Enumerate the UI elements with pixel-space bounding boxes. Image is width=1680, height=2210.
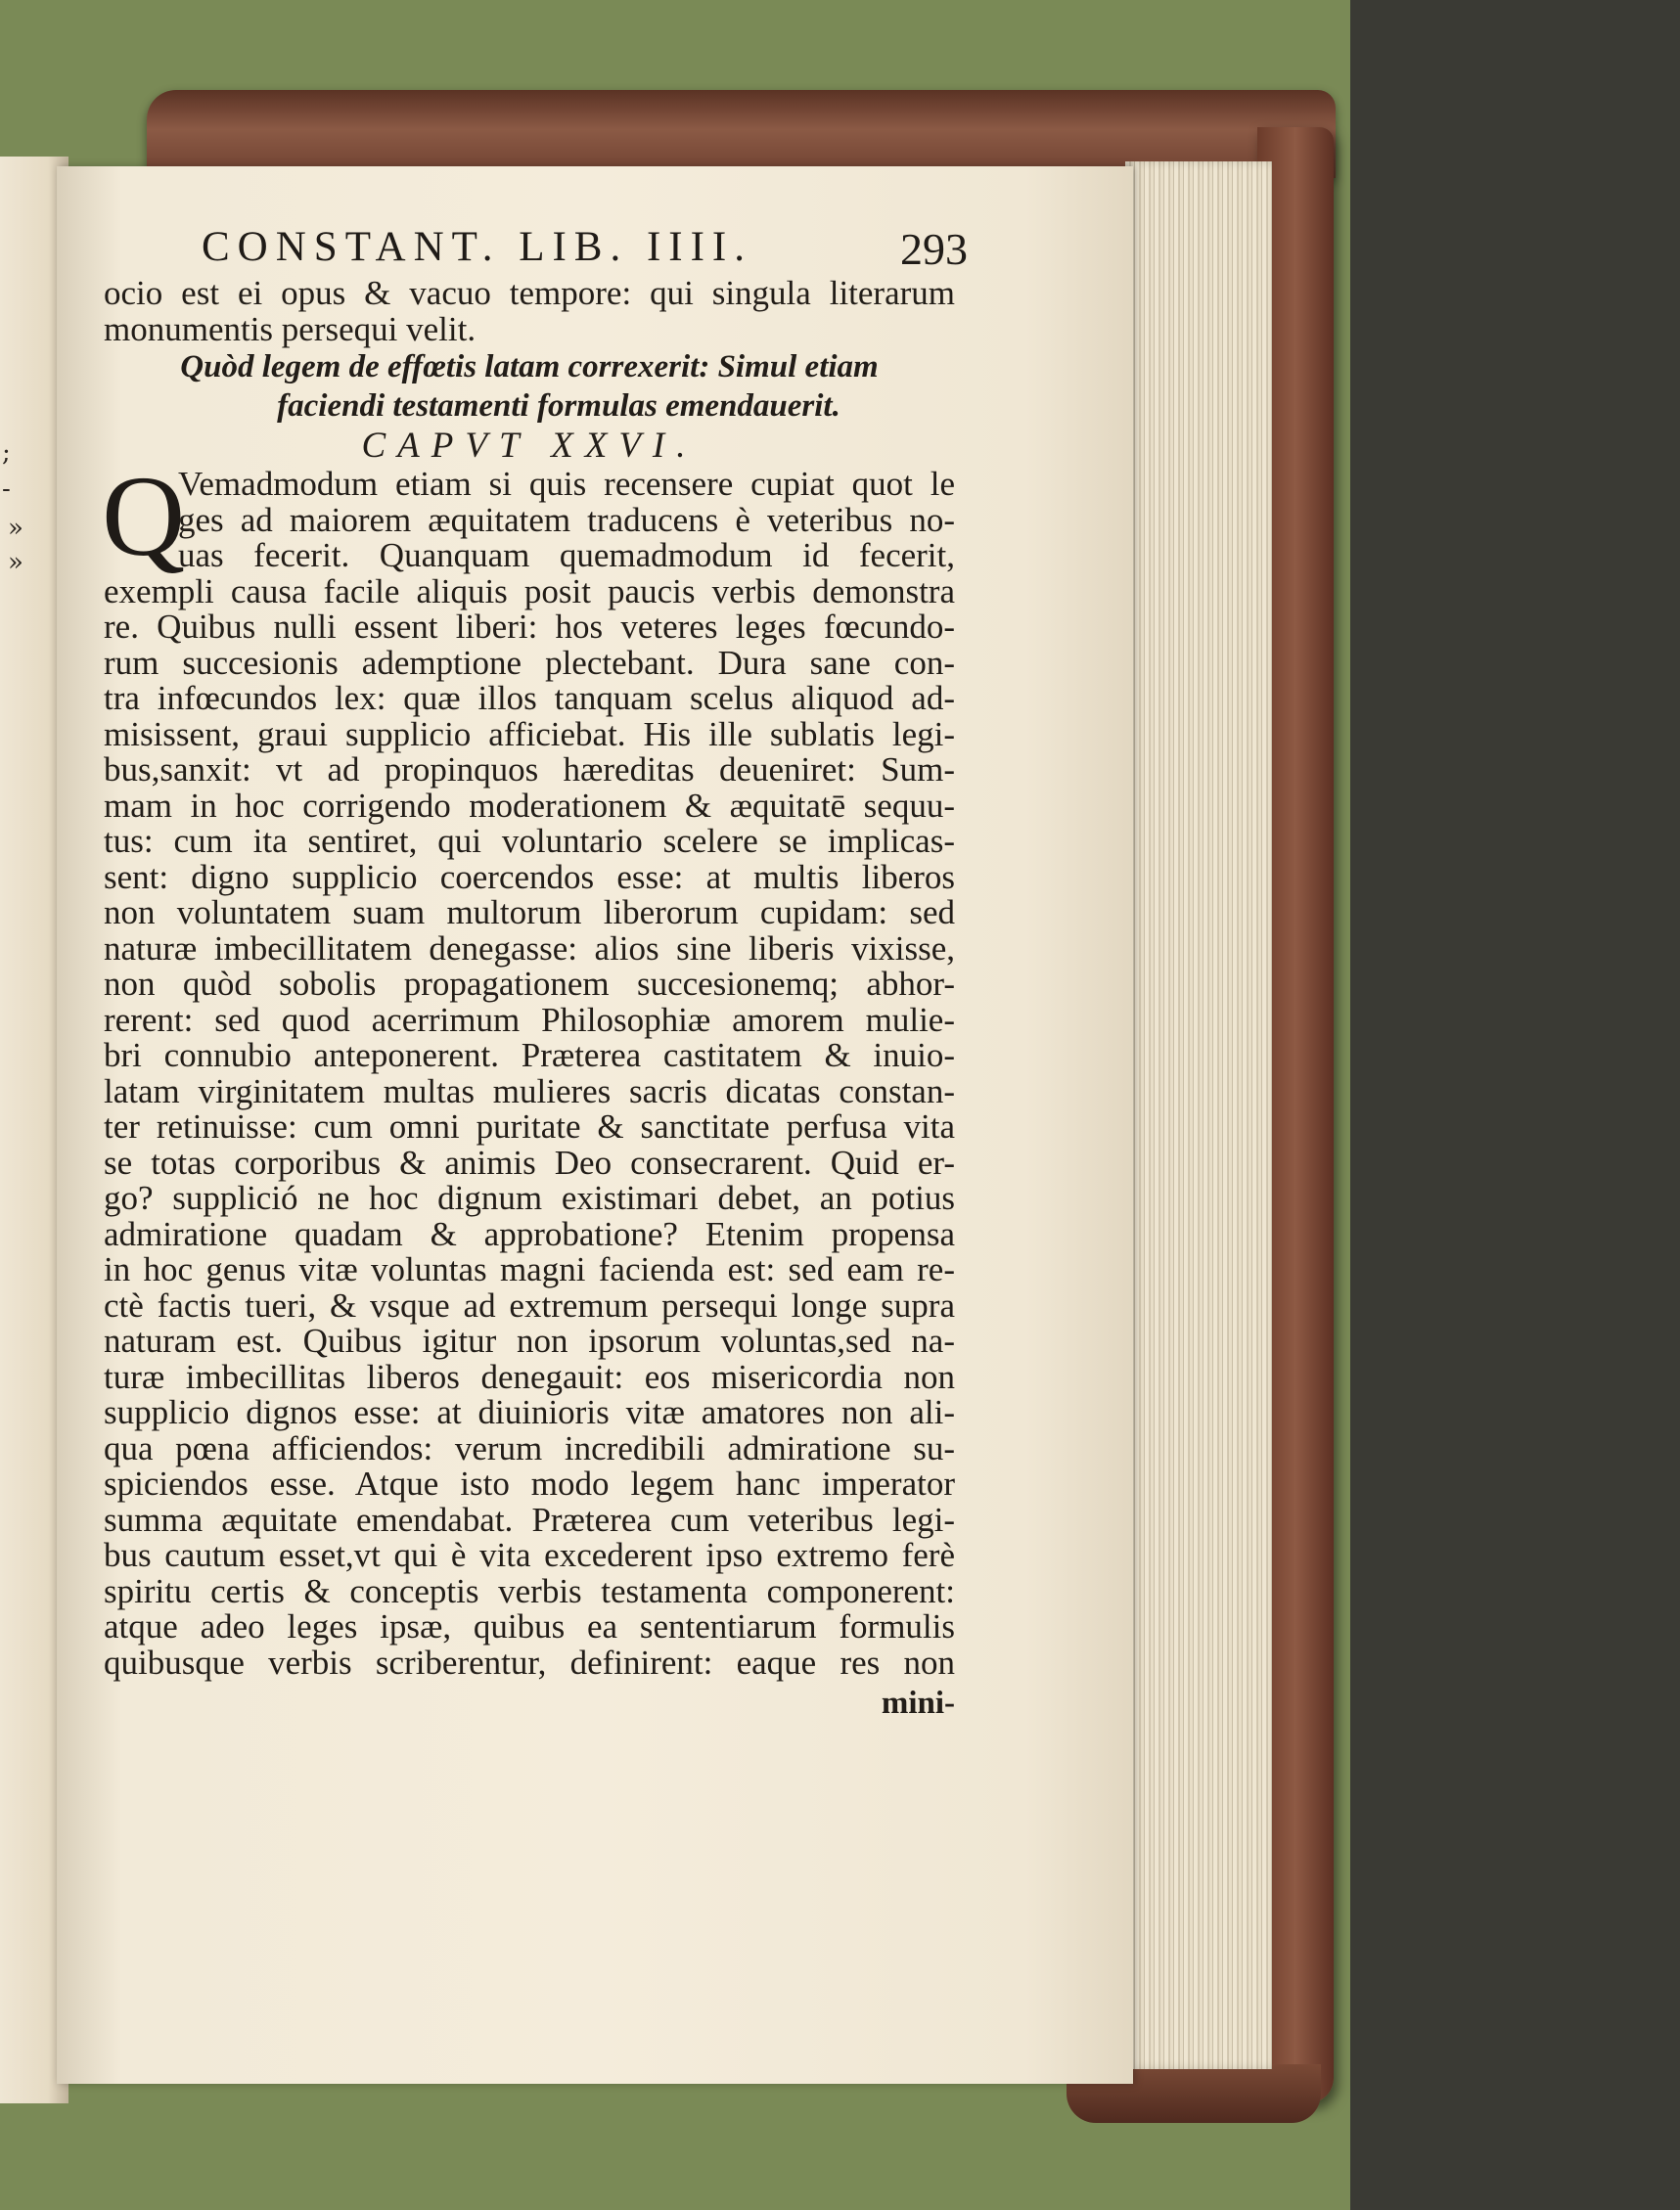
running-head: CONSTANT. LIB. IIII. xyxy=(202,224,752,270)
chapter-heading-line: faciendi testamenti formulas emendauerit. xyxy=(277,388,840,424)
text-line: turæ imbecillitas liberos denegauit: eos misericordia non xyxy=(104,1357,955,1396)
text-line: sent: digno supplicio coercendos esse: at multis liberos xyxy=(104,857,955,896)
text-line: qua pœna afficiendos: verum incredibili admiratione su- xyxy=(104,1428,955,1467)
page-number: 293 xyxy=(900,224,968,274)
text-line: spiritu certis & conceptis verbis testamenta componerent: xyxy=(104,1571,955,1610)
text-line: bus,sanxit: vt ad propinquos hæreditas deueniret: Sum- xyxy=(104,750,955,789)
left-margin-mark: ; xyxy=(2,438,11,468)
text-block xyxy=(104,276,955,1726)
text-line: exempli causa facile aliquis posit paucis verbis demonstra xyxy=(104,571,955,610)
left-margin-mark: » xyxy=(8,548,23,577)
text-line: spiciendos esse. Atque isto modo legem hanc imperator xyxy=(104,1465,955,1503)
text-line: ocio est ei opus & vacuo tempore: qui singula literarum xyxy=(104,274,955,312)
text-line: Vemadmodum etiam si quis recensere cupiat quot le xyxy=(178,465,955,503)
text-line: misissent, graui supplicio afficiebat. His ille sublatis legi- xyxy=(104,714,955,753)
text-line: se totas corporibus & animis Deo consecrarent. Quid er- xyxy=(104,1143,955,1182)
text-line: ter retinuisse: cum omni puritate & sanctitate perfusa vita xyxy=(104,1107,955,1146)
text-line: supplicio dignos esse: at diuinioris vitæ amatores non ali- xyxy=(104,1393,955,1431)
chapter-number: CAPVT XXVI. xyxy=(361,426,698,466)
text-line: re. Quibus nulli essent liberi: hos veteres leges fœcundo- xyxy=(104,608,955,646)
text-line: admiratione quadam & approbatione? Etenim propensa xyxy=(104,1214,955,1253)
text-line: tus: cum ita sentiret, qui voluntario scelere se implicas- xyxy=(104,822,955,860)
text-line: monumentis persequi velit. xyxy=(104,309,477,348)
text-line: quibusque verbis scriberentur, definirent: eaque res non xyxy=(104,1643,955,1682)
text-line: rum succesionis ademptione plectebant. Dura sane con- xyxy=(104,643,955,682)
text-line: summa æquitate emendabat. Præterea cum veteribus legi- xyxy=(104,1500,955,1539)
text-line: ctè factis tueri, & vsque ad extremum persequi longe supra xyxy=(104,1285,955,1325)
page-293 xyxy=(57,166,1133,2084)
left-margin-mark: » xyxy=(8,514,23,543)
text-line: rerent: sed quod acerrimum Philosophiæ amorem mulie- xyxy=(104,1000,955,1039)
catchword: mini- xyxy=(881,1686,955,1721)
text-line: bri connubio anteponerent. Præterea castitatem & inuio- xyxy=(104,1036,955,1074)
text-line: latam virginitatem multas mulieres sacris dicatas constan- xyxy=(104,1071,955,1110)
text-line: ges ad maiorem æquitatem traducens è veteribus no- xyxy=(178,500,955,539)
chapter-body xyxy=(102,452,955,1682)
text-line: naturæ imbecillitatem denegasse: alios sine liberis vixisse, xyxy=(104,928,955,968)
left-margin-mark: - xyxy=(2,474,11,504)
text-line: mam in hoc corrigendo moderationem & æquitatē sequu- xyxy=(104,786,955,825)
text-line: go? supplició ne hoc dignum existimari debet, an potius xyxy=(104,1179,955,1217)
text-line: atque adeo leges ipsæ, quibus ea sententiarum formulis xyxy=(104,1607,955,1646)
text-line: non quòd sobolis propagationem succesionemq; abhor- xyxy=(104,965,955,1003)
text-line: in hoc genus vitæ voluntas magni facienda est: sed eam re- xyxy=(104,1250,955,1288)
text-line: non voluntatem suam multorum liberorum cupidam: sed xyxy=(104,893,955,931)
page-stack-edges xyxy=(1125,161,1272,2069)
drop-cap-initial: Q xyxy=(102,452,186,580)
text-line: naturam est. Quibus igitur non ipsorum voluntas,sed na- xyxy=(104,1322,955,1360)
text-line: tra infœcundos lex: quæ illos tanquam scelus aliquod ad- xyxy=(104,679,955,717)
chapter-heading-line: Quòd legem de effœtis latam correxerit: Simul etiam xyxy=(180,349,879,384)
text-line: uas fecerit. Quanquam quemadmodum id fecerit, xyxy=(178,536,955,574)
table-surface xyxy=(1350,0,1680,2210)
text-line: bus cautum esset,vt qui è vita excederent ipso extremo ferè xyxy=(104,1536,955,1574)
